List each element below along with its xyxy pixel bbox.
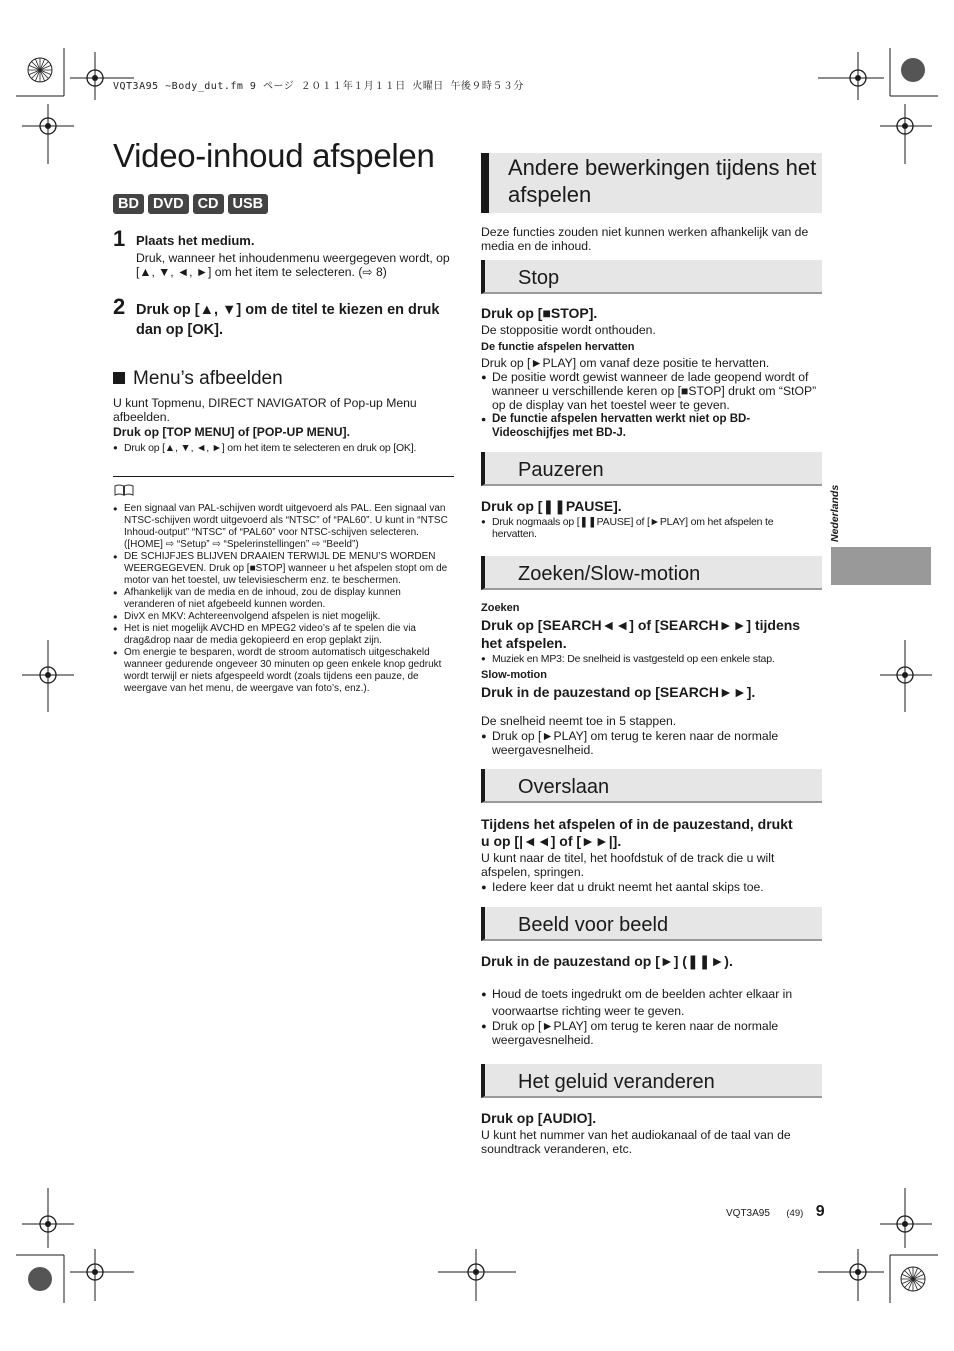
stop-bullet: ● De functie afspelen hervatten werkt niet op BD-Videoschijfjes met BD-J. (481, 412, 826, 440)
speed-text: De snelheid neemt toe in 5 stappen. (481, 714, 677, 728)
search-label: Zoeken (481, 602, 520, 614)
slow-motion-label: Slow-motion (481, 669, 547, 681)
note-item: ● Afhankelijk van de media en de inhoud, zou de display kunnen veranderen of niet afgebeeld kunnen worden. (113, 587, 453, 611)
speed-bullets (481, 729, 806, 757)
frame-bullets (481, 986, 821, 1047)
audio-heading: Het geluid veranderen (481, 1064, 822, 1098)
menus-text: U kunt Topmenu, DIRECT NAVIGATOR of Pop-up Menu afbeelden. (113, 396, 417, 424)
resume-text: Druk op [►PLAY] om vanaf deze positie te hervatten. (481, 356, 770, 370)
speed-bullet: ● Druk op [►PLAY] om terug te keren naar de normale weergavesnelheid. (481, 729, 806, 757)
stop-bullet: ● De positie wordt gewist wanneer de lade geopend wordt of wanneer u verschillende keren op [■STOP] drukt om “StOP” op de display van het toestel weer te geven. (481, 370, 826, 412)
search-instruction: Druk op [SEARCH◄◄] of [SEARCH►►] tijdens het afspelen. (481, 617, 801, 651)
step-2-title: Druk op [▲, ▼] om de titel te kiezen en druk dan op [OK]. (136, 302, 440, 338)
pause-bullets (481, 516, 806, 540)
square-bullet-icon (113, 372, 125, 384)
frame-heading: Beeld voor beeld (481, 907, 822, 941)
skip-heading: Overslaan (481, 769, 822, 803)
frame-instruction: Druk in de pauzestand op [►] (❚❚►). (481, 953, 733, 969)
note-item: ● Om energie te besparen, wordt de stroom automatisch uitgeschakeld wanneer gedurende ongeveer 30 minuten op geen enkele knop gedrukt wordt terwijl er niets afgespeeld wordt (zoals tijdens een pauze, de weergave van het menu, de weergave van foto’s, enz.). (113, 647, 453, 695)
menus-bullet-list (113, 442, 458, 454)
stop-bullets (481, 370, 826, 440)
book-icon (114, 484, 134, 496)
step-1-text: Druk, wanneer het inhoudenmenu weergegeven wordt, op [▲, ▼, ◄, ►] om het item te selecteren. (⇨ 8) (136, 251, 450, 279)
stop-text: De stoppositie wordt onthouden. (481, 323, 656, 337)
skip-instruction: Tijdens het afspelen of in de pauzestand, drukt u op [|◄◄] of [►►|]. (481, 816, 793, 849)
pause-bullet: ● Druk nogmaals op [❚❚PAUSE] of [►PLAY] om het afspelen te hervatten. (481, 516, 806, 540)
frame-bullet: ● Houd de toets ingedrukt om de beelden achter elkaar in voorwaartse richting weer te geven. (481, 986, 821, 1019)
footer-code: VQT3A95 (726, 1208, 770, 1219)
stop-heading: Stop (481, 260, 822, 294)
search-bullets (481, 653, 826, 665)
badge-dvd: DVD (148, 194, 189, 214)
stop-instruction: Druk op [■STOP]. (481, 305, 598, 321)
footer-page-ref: (49) (786, 1208, 804, 1219)
step-1-title: Plaats het medium. (136, 233, 255, 248)
frame-bullet: ● Druk op [►PLAY] om terug te keren naar de normale weergavesnelheid. (481, 1019, 821, 1047)
resume-heading: De functie afspelen hervatten (481, 341, 635, 353)
intro-text: Deze functies zouden niet kunnen werken afhankelijk van de media en de inhoud. (481, 225, 809, 253)
page-number: 9 (815, 1203, 825, 1220)
pause-heading: Pauzeren (481, 452, 822, 486)
menus-heading: Menu’s afbeelden (113, 368, 283, 390)
search-bullet: ● Muziek en MP3: De snelheid is vastgesteld op een enkele stap. (481, 653, 826, 665)
note-item: ● Een signaal van PAL-schijven wordt uitgevoerd als PAL. Een signaal van NTSC-schijven wordt uitgevoerd als “NTSC” of “PAL60”. U kunt in “NTSC Inhoud-output” “NTSC” of “PAL60” voor NTSC-schijven selecteren. ([HOME] ⇨ “Setup” ⇨ “Spelerinstellingen” ⇨ “Beeld”) (113, 503, 453, 551)
audio-text: U kunt het nummer van het audiokanaal of de taal van de soundtrack veranderen, etc. (481, 1128, 791, 1156)
step-2-number: 2 (113, 294, 126, 319)
note-item: ● Het is niet mogelijk AVCHD en MPEG2 video’s af te spelen die via drag&drop naar de media gekopieerd en erop geplakt zijn. (113, 623, 453, 647)
badge-usb: USB (228, 194, 269, 214)
slow-motion-instruction: Druk in de pauzestand op [SEARCH►►]. (481, 684, 756, 700)
page-footer (726, 1203, 825, 1221)
search-heading: Zoeken/Slow-motion (481, 556, 822, 590)
skip-text: U kunt naar de titel, het hoofdstuk of de track die u wilt afspelen, springen. (481, 851, 775, 879)
note-item: ● DE SCHIJFJES BLIJVEN DRAAIEN TERWIJL DE MENU’S WORDEN WEERGEGEVEN. Druk op [■STOP] wanneer u het afspelen stopt om de motor van het toestel, uw televisiescherm enz. te beschermen. (113, 551, 453, 587)
menus-bullet: ● Druk op [▲, ▼, ◄, ►] om het item te selecteren en druk op [OK]. (113, 442, 458, 454)
menus-instruction: Druk op [TOP MENU] of [POP-UP MENU]. (113, 425, 350, 439)
note-item: ● DivX en MKV: Achtereenvolgend afspelen is niet mogelijk. (113, 611, 453, 623)
badge-cd: CD (193, 194, 224, 214)
notes-divider (113, 476, 454, 477)
skip-bullets (481, 880, 826, 894)
side-tab-bar (831, 547, 931, 585)
page-title: Video-inhoud afspelen (113, 137, 435, 174)
step-1-number: 1 (113, 226, 126, 251)
audio-instruction: Druk op [AUDIO]. (481, 1110, 597, 1126)
side-language-label: Nederlands (829, 484, 841, 542)
section-heading-other-operations: Andere bewerkingen tijdens het afspelen (481, 153, 822, 213)
pause-instruction: Druk op [❚❚PAUSE]. (481, 498, 622, 514)
media-badges (113, 194, 268, 214)
badge-bd: BD (113, 194, 144, 214)
skip-bullet: ● Iedere keer dat u drukt neemt het aantal skips toe. (481, 880, 826, 894)
notes-list (113, 503, 453, 695)
running-head: VQT3A95 ~Body_dut.fm 9 ページ ２０１１年１月１１日 火曜日 午後９時５３分 (113, 81, 524, 92)
